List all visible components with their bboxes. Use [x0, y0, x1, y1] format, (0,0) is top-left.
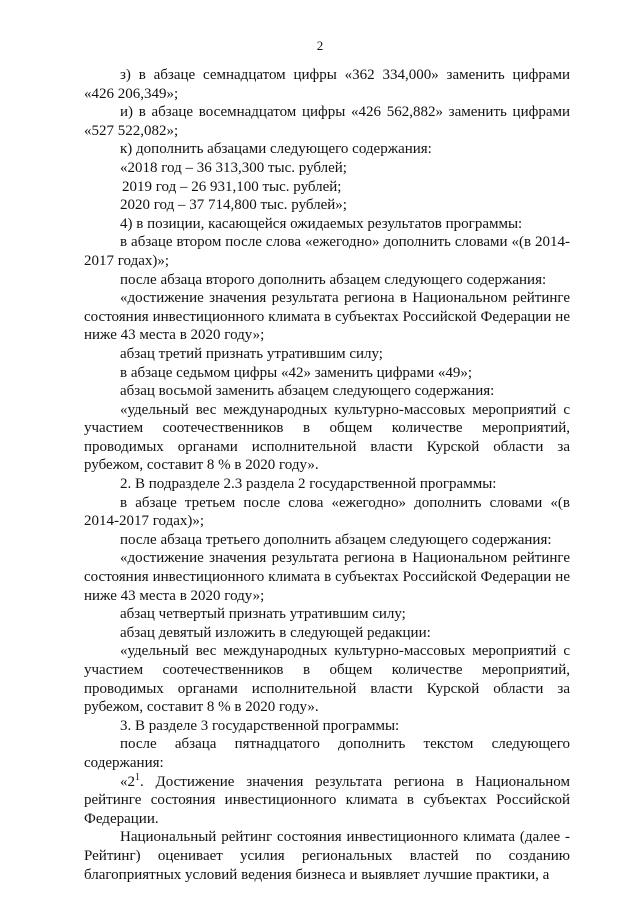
paragraph: 2020 год – 37 714,800 тыс. рублей»; [120, 197, 347, 214]
paragraph: в абзаце седьмом цифры «42» заменить цифрами «49»; [120, 364, 473, 381]
paragraph: «удельный вес международных культурно-массовых мероприятий с участием соотечественников в общем количестве мероприятий, проводимых органами исполнительной власти Курской области за рубежом, составит 8 % в 2020 году». [84, 401, 570, 474]
page-number: 2 [316, 38, 324, 53]
section-superscript: 1 [135, 771, 140, 783]
paragraph: после абзаца пятнадцатого дополнить текстом следующего содержания: [84, 736, 570, 771]
paragraph: 4) в позиции, касающейся ожидаемых результатов программы: [120, 215, 523, 232]
paragraph: «2018 год – 36 313,300 тыс. рублей; [120, 159, 347, 176]
paragraph: в абзаце втором после слова «ежегодно» дополнить словами «(в 2014-2017 годах)»; [84, 234, 570, 269]
section-text: . Достижение значения результата региона в Национальном рейтинге состояния инвестиционного климата в субъектах Российской Федерации. [84, 773, 570, 827]
paragraph: к) дополнить абзацами следующего содержания: [120, 141, 432, 158]
paragraph: после абзаца второго дополнить абзацем следующего содержания: [120, 271, 547, 288]
paragraph: абзац третий признать утратившим силу; [120, 345, 383, 362]
paragraph: «достижение значения результата региона в Национальном рейтинге состояния инвестиционного климата в субъектах Российской Федерации не ниже 43 места в 2020 году»; [84, 290, 570, 344]
paragraph: Национальный рейтинг состояния инвестиционного климата (далее - Рейтинг) оценивает усилия региональных властей по созданию благоприятных условий ведения бизнеса и выявляет лучшие практики, а [84, 829, 570, 883]
paragraph: 2019 год – 26 931,100 тыс. рублей; [122, 178, 342, 195]
paragraph: 2. В подразделе 2.3 раздела 2 государственной программы: [120, 476, 497, 493]
paragraph: в абзаце третьем после слова «ежегодно» дополнить словами «(в 2014-2017 годах)»; [84, 494, 570, 530]
section-paragraph [84, 773, 570, 829]
paragraph: абзац девятый изложить в следующей редакции: [120, 624, 431, 641]
document-body [84, 66, 570, 884]
paragraph: и) в абзаце восемнадцатом цифры «426 562,882» заменить цифрами «527 522,082»; [84, 104, 570, 139]
paragraph: после абзаца третьего дополнить абзацем следующего содержания: [120, 531, 552, 548]
paragraph: «достижение значения результата региона в Национальном рейтинге состояния инвестиционного климата в субъектах Российской Федерации не ниже 43 места в 2020 году»; [84, 550, 570, 604]
paragraph: абзац четвертый признать утратившим силу; [120, 606, 406, 623]
section-open: «2 [120, 773, 135, 790]
paragraph: з) в абзаце семнадцатом цифры «362 334,000» заменить цифрами «426 206,349»; [84, 67, 570, 102]
paragraph: абзац восьмой заменить абзацем следующего содержания: [120, 383, 495, 400]
paragraph: «удельный вес международных культурно-массовых мероприятий с участием соотечественников в общем количестве мероприятий, проводимых органами исполнительной власти Курской области за рубежом, составит 8 % в 2020 году». [84, 643, 570, 716]
paragraph: 3. В разделе 3 государственной программы: [120, 717, 400, 734]
